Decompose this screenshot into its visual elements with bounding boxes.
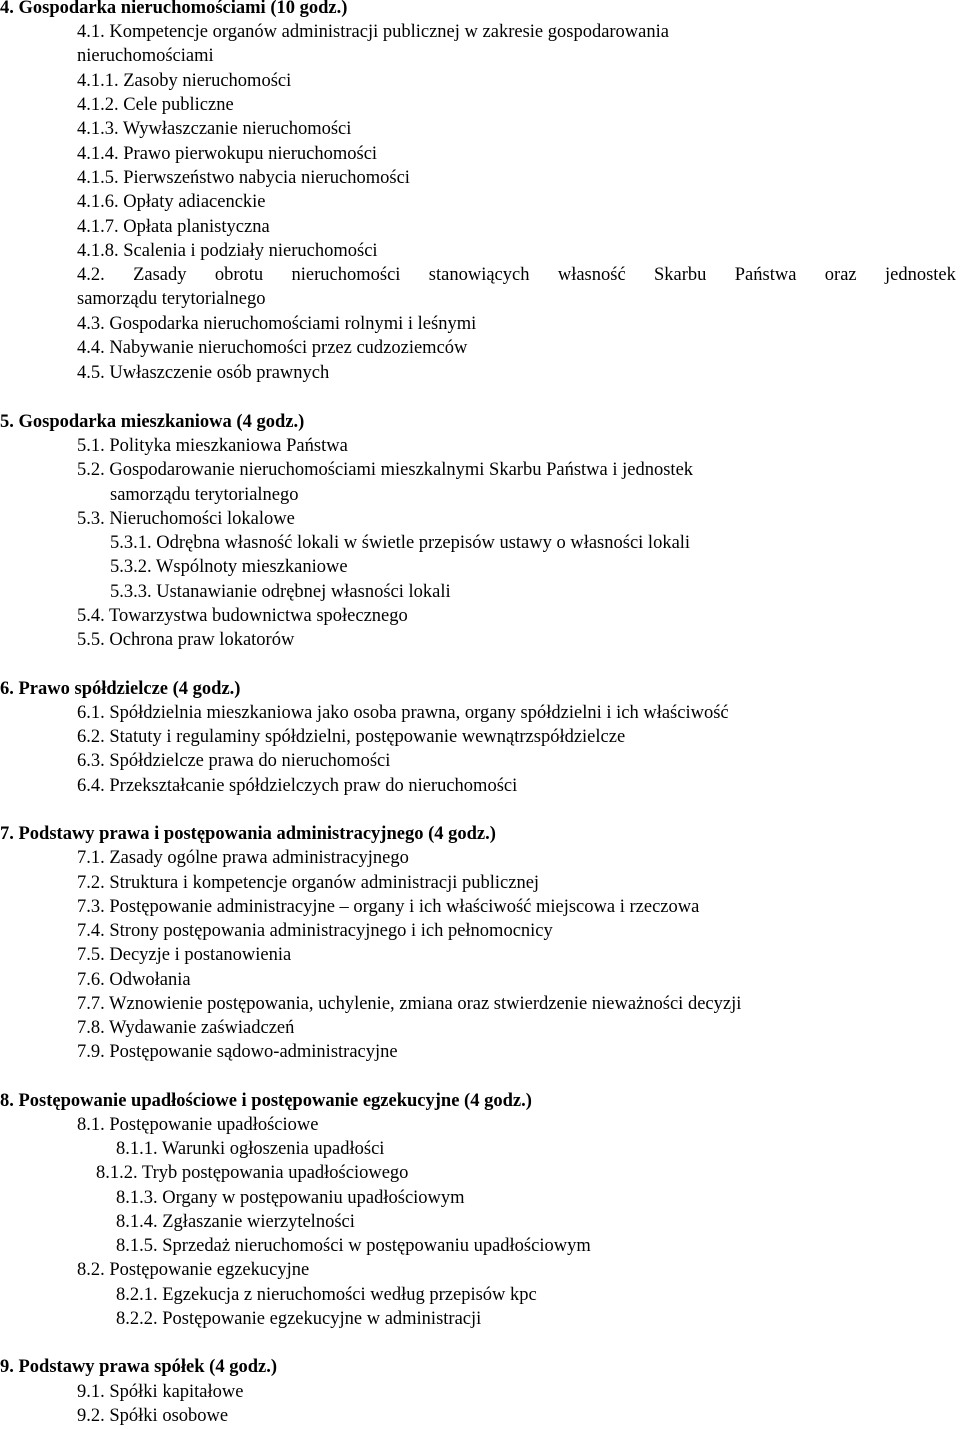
section-heading-s4: 4. Gospodarka nieruchomościami (10 godz.) [0,0,348,18]
outline-item-s8-1-1: 8.1.1. Warunki ogłoszenia upadłości [116,1139,385,1159]
word: Skarbu [654,265,707,285]
word: własność [557,265,626,285]
section-heading-s6: 6. Prawo spółdzielcze (4 godz.) [0,679,241,699]
outline-item-s9-2: 9.2. Spółki osobowe [77,1406,229,1426]
word: oraz [824,265,857,285]
outline-item-s4-1-2: 4.1.2. Cele publiczne [77,95,234,115]
outline-item-s8-1-5: 8.1.5. Sprzedaż nieruchomości w postępowaniu upadłościowym [116,1236,591,1256]
outline-item-s4-1-7: 4.1.7. Opłata planistyczna [77,217,270,237]
outline-item-s4-1-cont: nieruchomościami [77,46,214,66]
outline-item-s4-2-cont: samorządu terytorialnego [77,289,266,309]
outline-item-s4-4: 4.4. Nabywanie nieruchomości przez cudzoziemców [77,338,468,358]
outline-item-s4-1-3: 4.1.3. Wywłaszczanie nieruchomości [77,119,352,139]
outline-item-s5-2-cont: samorządu terytorialnego [110,485,299,505]
outline-item-s4-1-5: 4.1.5. Pierwszeństwo nabycia nieruchomości [77,168,410,188]
outline-item-s4-1-8: 4.1.8. Scalenia i podziały nieruchomości [77,241,378,261]
outline-item-s7-1: 7.1. Zasady ogólne prawa administracyjnego [77,848,409,868]
section-heading-s5: 5. Gospodarka mieszkaniowa (4 godz.) [0,412,305,432]
section-heading-s7: 7. Podstawy prawa i postępowania administracyjnego (4 godz.) [0,824,496,844]
outline-item-s8-1-3: 8.1.3. Organy w postępowaniu upadłościowym [116,1188,465,1208]
outline-item-s7-6: 7.6. Odwołania [77,970,191,990]
outline-item-s4-2 [77,264,956,286]
outline-item-s6-1: 6.1. Spółdzielnia mieszkaniowa jako osoba prawna, organy spółdzielni i ich właściwość [77,703,729,723]
word: Zasady [133,265,187,285]
outline-item-s8-2-2: 8.2.2. Postępowanie egzekucyjne w administracji [116,1309,482,1329]
outline-item-s5-3: 5.3. Nieruchomości lokalowe [77,509,295,529]
word: nieruchomości [291,265,401,285]
section-heading-s8: 8. Postępowanie upadłościowe i postępowanie egzekucyjne (4 godz.) [0,1091,532,1111]
outline-item-s8-2: 8.2. Postępowanie egzekucyjne [77,1260,310,1280]
outline-item-s4-1-1: 4.1.1. Zasoby nieruchomości [77,71,292,91]
word: 4.2. [77,265,105,285]
outline-item-s4-5: 4.5. Uwłaszczenie osób prawnych [77,363,330,383]
outline-item-s7-7: 7.7. Wznowienie postępowania, uchylenie, zmiana oraz stwierdzenie nieważności decyzji [77,994,742,1014]
outline-item-s8-1-4: 8.1.4. Zgłaszanie wierzytelności [116,1212,355,1232]
outline-item-s4-1: 4.1. Kompetencje organów administracji publicznej w zakresie gospodarowania [77,22,669,42]
outline-item-s6-3: 6.3. Spółdzielcze prawa do nieruchomości [77,751,391,771]
outline-item-s4-1-4: 4.1.4. Prawo pierwokupu nieruchomości [77,144,378,164]
outline-item-s7-5: 7.5. Decyzje i postanowienia [77,945,292,965]
section-heading-s9: 9. Podstawy prawa spółek (4 godz.) [0,1357,277,1377]
outline-item-s7-3: 7.3. Postępowanie administracyjne – organy i ich właściwość miejscowa i rzeczowa [77,897,700,917]
outline-item-s8-1: 8.1. Postępowanie upadłościowe [77,1115,319,1135]
outline-item-s4-1-6: 4.1.6. Opłaty adiacenckie [77,192,266,212]
outline-item-s7-2: 7.2. Struktura i kompetencje organów administracji publicznej [77,873,540,893]
outline-item-s5-1: 5.1. Polityka mieszkaniowa Państwa [77,436,348,456]
outline-item-s5-3-2: 5.3.2. Wspólnoty mieszkaniowe [110,557,348,577]
outline-item-s4-3: 4.3. Gospodarka nieruchomościami rolnymi i leśnymi [77,314,477,334]
outline-item-s5-3-3: 5.3.3. Ustanawianie odrębnej własności lokali [110,582,451,602]
outline-item-s8-1-2: 8.1.2. Tryb postępowania upadłościowego [96,1163,409,1183]
outline-item-s7-8: 7.8. Wydawanie zaświadczeń [77,1018,295,1038]
outline-item-s5-3-1: 5.3.1. Odrębna własność lokali w świetle przepisów ustawy o własności lokali [110,533,691,553]
outline-item-s9-1: 9.1. Spółki kapitałowe [77,1382,244,1402]
word: stanowiących [428,265,530,285]
outline-item-s7-4: 7.4. Strony postępowania administracyjnego i ich pełnomocnicy [77,921,553,941]
word: jednostek [884,265,956,285]
outline-item-s8-2-1: 8.2.1. Egzekucja z nieruchomości według przepisów kpc [116,1285,537,1305]
outline-item-s6-2: 6.2. Statuty i regulaminy spółdzielni, postępowanie wewnątrzspółdzielcze [77,727,626,747]
outline-item-s7-9: 7.9. Postępowanie sądowo-administracyjne [77,1042,398,1062]
outline-item-s6-4: 6.4. Przekształcanie spółdzielczych praw do nieruchomości [77,776,518,796]
word: obrotu [214,265,264,285]
outline-item-s5-4: 5.4. Towarzystwa budownictwa społecznego [77,606,408,626]
word: Państwa [734,265,797,285]
outline-item-s5-2: 5.2. Gospodarowanie nieruchomościami mieszkalnymi Skarbu Państwa i jednostek [77,460,694,480]
outline-item-s5-5: 5.5. Ochrona praw lokatorów [77,630,295,650]
